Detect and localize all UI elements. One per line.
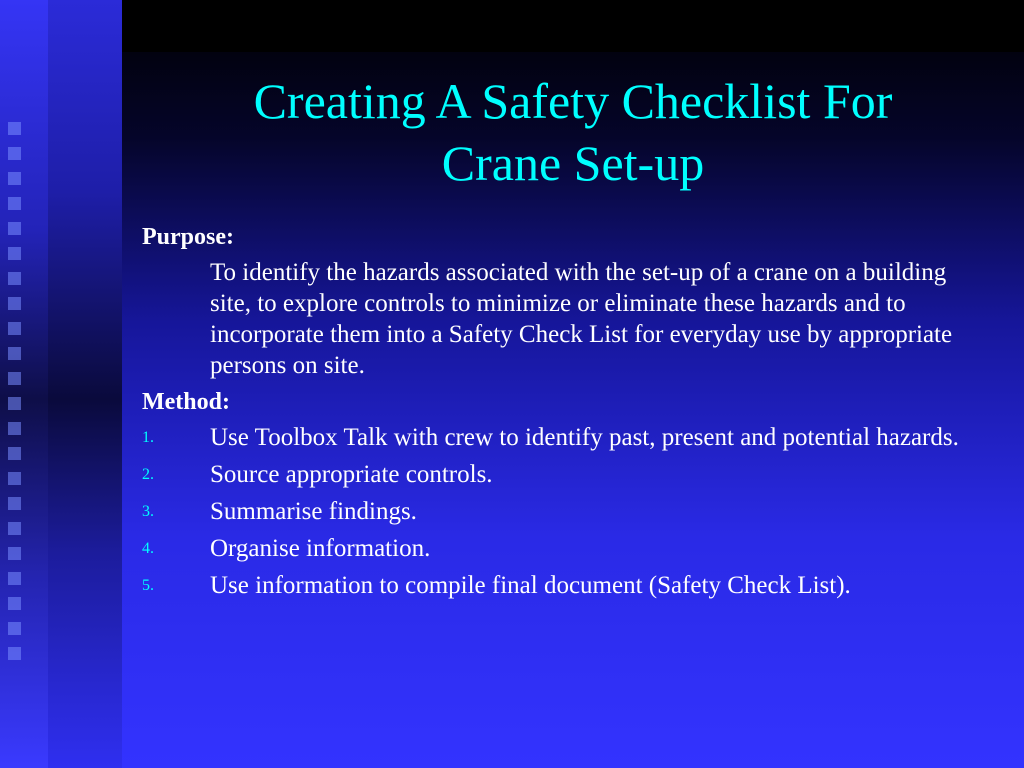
slide-title: [122, 70, 1024, 194]
method-heading: Method:: [142, 389, 230, 415]
list-number: 2.: [142, 466, 154, 483]
decorative-square: [8, 472, 21, 485]
method-list-item: [142, 533, 972, 564]
list-number: 1.: [142, 429, 154, 446]
decorative-square: [8, 322, 21, 335]
decorative-square: [8, 197, 21, 210]
list-item-text: Source appropriate controls.: [210, 461, 493, 488]
decorative-square: [8, 547, 21, 560]
method-list-item: [142, 422, 972, 453]
purpose-text: To identify the hazards associated with the set-up of a crane on a building site, to explore controls to minimize or eliminate these hazards and to incorporate them into a Safety Check List for everyday use by appropriate persons on site.: [210, 259, 953, 379]
list-item-text: Use information to compile final document (Safety Check List).: [210, 572, 851, 599]
decorative-square: [8, 522, 21, 535]
decorative-square: [8, 147, 21, 160]
decorative-squares-column: [8, 122, 28, 682]
decorative-square: [8, 572, 21, 585]
list-item-text: Organise information.: [210, 535, 431, 562]
decorative-square: [8, 422, 21, 435]
decorative-square: [8, 222, 21, 235]
decorative-square: [8, 597, 21, 610]
decorative-square: [8, 247, 21, 260]
decorative-square: [8, 297, 21, 310]
list-number: 5.: [142, 577, 154, 594]
decorative-square: [8, 122, 21, 135]
purpose-heading: Purpose:: [142, 224, 234, 250]
decorative-square: [8, 447, 21, 460]
top-dark-bar: [122, 0, 1024, 52]
decorative-square: [8, 622, 21, 635]
method-list-item: [142, 496, 972, 527]
slide-body: [142, 222, 972, 607]
decorative-square: [8, 172, 21, 185]
decorative-square: [8, 347, 21, 360]
slide-title-line-2: Crane Set-up: [441, 135, 705, 191]
decorative-square: [8, 272, 21, 285]
slide-title-line-1: Creating A Safety Checklist For: [253, 73, 893, 129]
list-number: 4.: [142, 540, 154, 557]
decorative-square: [8, 497, 21, 510]
decorative-square: [8, 647, 21, 660]
method-list-item: [142, 459, 972, 490]
decorative-square: [8, 397, 21, 410]
decorative-square: [8, 372, 21, 385]
method-list-item: [142, 570, 972, 601]
list-item-text: Summarise findings.: [210, 498, 417, 525]
list-item-text: Use Toolbox Talk with crew to identify past, present and potential hazards.: [210, 424, 959, 451]
list-number: 3.: [142, 503, 154, 520]
left-decorative-band: [0, 0, 122, 768]
